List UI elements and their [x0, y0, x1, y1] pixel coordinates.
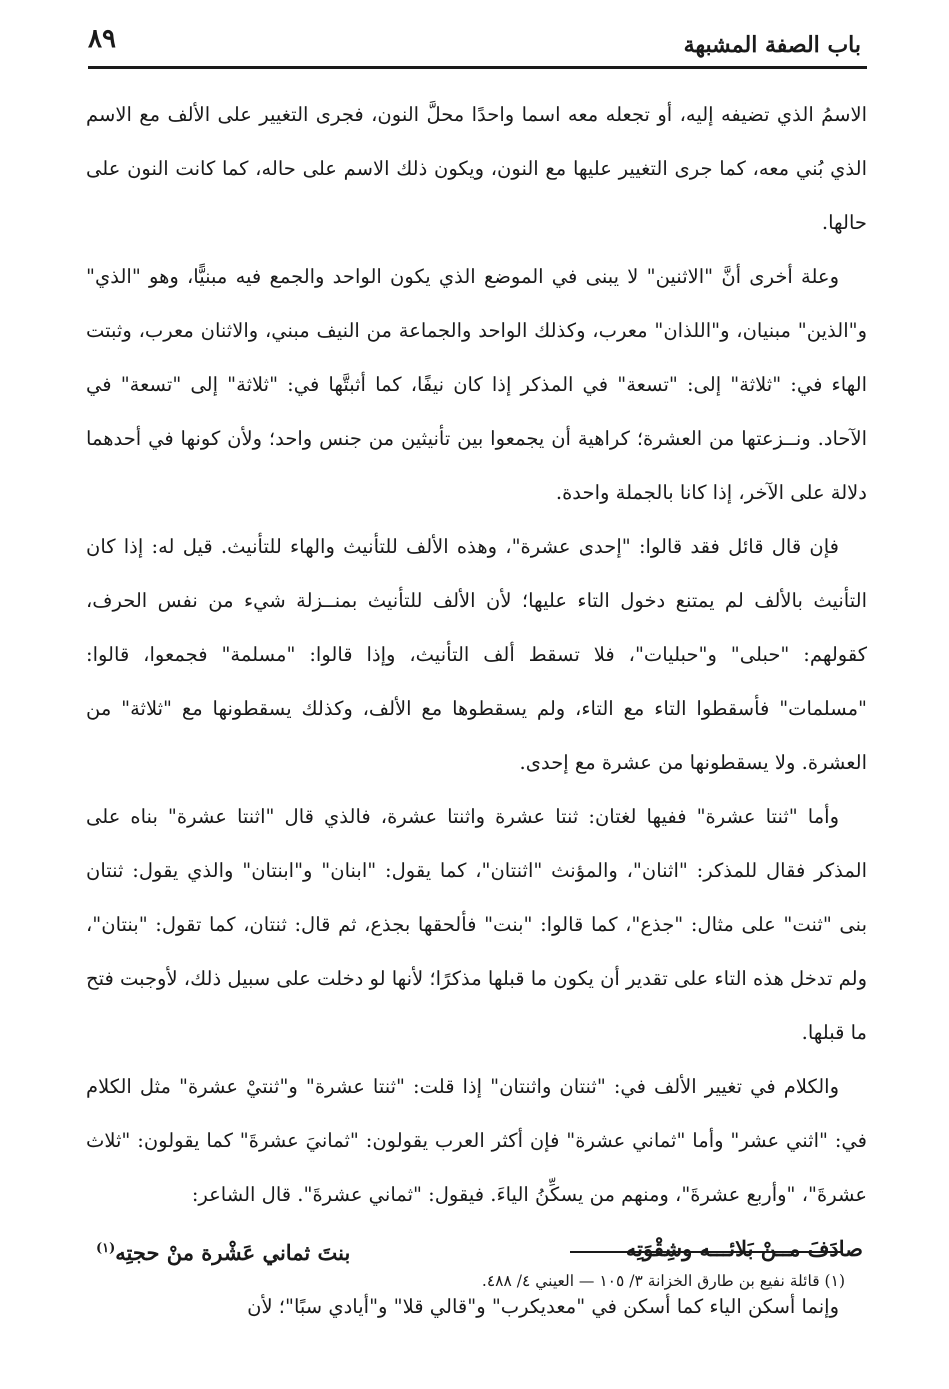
- page-number: ٨٩: [88, 24, 116, 54]
- page-header: [88, 22, 861, 64]
- verse-hemistich-left-text: بنتَ ثماني عَشْرة منْ حجتِه: [115, 1240, 351, 1265]
- main-text: [86, 88, 867, 1334]
- footnote: (١) قائلة نفيع بن طارق الخزانة ٣/ ١٠٥ — العيني ٤/ ٤٨٨.: [481, 1272, 845, 1290]
- paragraph: الاسمُ الذي تضيفه إليه، أو تجعله معه اسما واحدًا محلَّ النون، فجرى التغيير على الألف مع الاسم الذي بُني معه، كما جرى التغيير عليها مع النون، ويكون ذلك الاسم على حاله، كما كانت النون على حالها.: [86, 103, 867, 234]
- footnote-divider: [570, 1251, 842, 1253]
- chapter-title: باب الصفة المشبهة: [683, 32, 861, 58]
- footnote-marker: (١): [96, 1241, 116, 1256]
- paragraph: فإن قال قائل فقد قالوا: "إحدى عشرة"، وهذه الألف للتأنيث والهاء للتأنيث. قيل له: إذا كان التأنيث بالألف لم يمتنع دخول التاء عليها؛ لأن الألف للتأنيث بمنــزلة شيء من نفس الحرف، كقولهم: "حبلى" و"حبليات"، فلا تسقط ألف التأنيث، وإذا قالوا: "مسلمة" فجمعوا، قالوا: "مسلمات" فأسقطوا التاء مع التاء، ولم يسقطوها مع الألف، وكذلك يسقطونها مع "ثلاثة" من العشرة. ولا يسقطونها من عشرة مع إحدى.: [86, 535, 867, 774]
- header-divider: [88, 66, 867, 69]
- paragraph: وعلة أخرى أنَّ "الاثنين" لا يبنى في الموضع الذي يكون الواحد والجمع فيه مبنيًّا، وهو "الذي" و"الذين" مبنيان، و"اللذان" معرب، وكذلك الواحد والجماعة من النيف مبني، والاثنان معرب، وثبتت الهاء في: "ثلاثة" إلى: "تسعة" في المذكر إذا كان نيفًا، كما أثبتَّها في: "ثلاثة" إلى "تسعة" في الآحاد. ونــزعتها من العشرة؛ كراهية أن يجمعوا بين تأنيثين من جنس واحد؛ ولأن كونها في أحدهما دلالة على الآخر، إذا كانا بالجملة واحدة.: [86, 265, 867, 504]
- verse-hemistich-right: صادَفَ مــنْ بَلائـــه وشِقْوَتِه: [625, 1236, 863, 1261]
- paragraph: وإنما أسكن الياء كما أسكن في "معديكرب" و"قالي قلا" و"أيادي سبًا"؛ لأن: [247, 1295, 839, 1318]
- paragraph: والكلام في تغيير الألف في: "ثنتان واثنتان" إذا قلت: "ثنتا عشرة" و"ثنتيْ عشرة" مثل الكلام في: "اثني عشر" وأما "ثماني عشرة" فإن أكثر العرب يقولون: "ثمانيَ عشرةَ" كما يقولون: "ثلاث عشرةَ"، "وأربع عشرةَ"، ومنهم من يسكِّنُ الياءَ. فيقول: "ثماني عشرةَ". قال الشاعر:: [86, 1075, 867, 1206]
- paragraph: وأما "ثنتا عشرة" ففيها لغتان: ثنتا عشرة واثنتا عشرة، فالذي قال "اثنتا عشرة" بناه على المذكر فقال للمذكر: "اثنان"، والمؤنث "اثنتان"، كما يقول: "ابنان" و"ابنتان" والذي يقول: ثنتان بنى "ثنت" على مثال: "جذع"، كما قالوا: "بنت" فألحقها بجذع، ثم قال: ثنتان، كما تقول: "بنتان"، ولم تدخل هذه التاء على تقدير أن يكون ما قبلها مذكرًا؛ لأنها لو دخلت على سبيل ذلك، لأوجبت فتح ما قبلها.: [85, 805, 867, 1044]
- verse-hemistich-left: [96, 1222, 350, 1280]
